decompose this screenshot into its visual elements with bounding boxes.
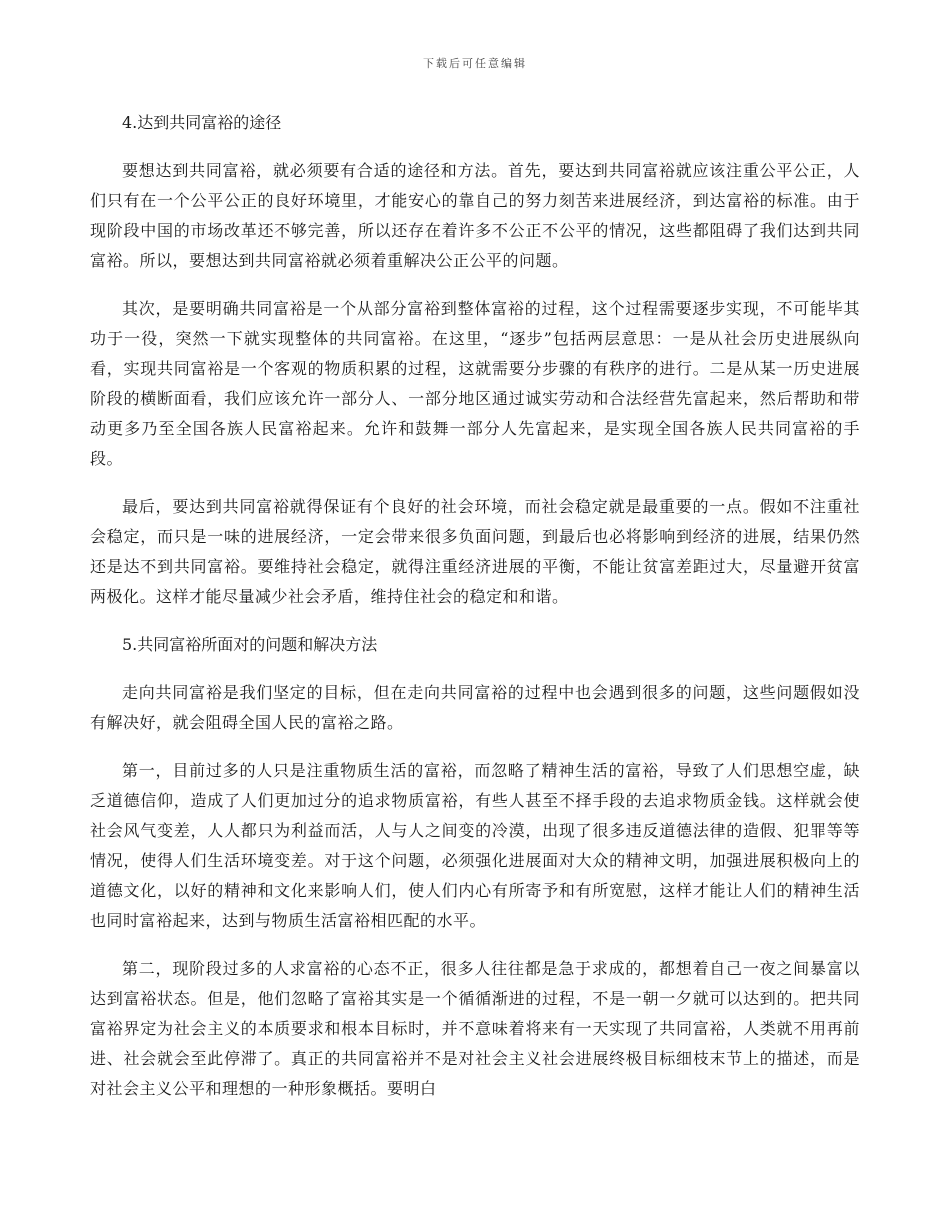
paragraph: 其次，是要明确共同富裕是一个从部分富裕到整体富裕的过程，这个过程需要逐步实现，不可能毕其功于一役，突然一下就实现整体的共同富裕。在这里，“逐步”包括两层意思：一是从社会历史进展纵向看，实现共同富裕是一个客观的物质积累的过程，这就需要分步骤的有秩序的进行。二是从某一历史进展阶段的横断面看，我们应该允许一部分人、一部分地区通过诚实劳动和合法经营先富起来，然后帮助和带动更多乃至全国各族人民富裕起来。允许和鼓舞一部分人先富起来，是实现全国各族人民共同富裕的手段。 bbox=[90, 299, 860, 468]
paragraph: 走向共同富裕是我们坚定的目标，但在走向共同富裕的过程中也会遇到很多的问题，这些问题假如没有解决好，就会阻碍全国人民的富裕之路。 bbox=[90, 683, 860, 732]
section-heading-5: 5.共同富裕所面对的问题和解决方法 bbox=[122, 635, 378, 654]
paragraph: 要想达到共同富裕，就必须要有合适的途径和方法。首先，要达到共同富裕就应该注重公平公正，人们只有在一个公平公正的良好环境里，才能安心的靠自己的努力刻苦来进展经济，到达富裕的标准。由于现阶段中国的市场改革还不够完善，所以还存在着许多不公正不公平的情况，这些都阻碍了我们达到共同富裕。所以，要想达到共同富裕就必须着重解决公正公平的问题。 bbox=[90, 161, 860, 270]
section-heading-4: 4.达到共同富裕的途径 bbox=[122, 113, 282, 132]
paragraph: 最后，要达到共同富裕就得保证有个良好的社会环境，而社会稳定就是最重要的一点。假如不注重社会稳定，而只是一味的进展经济，一定会带来很多负面问题，到最后也必将影响到经济的进展，结果仍然还是达不到共同富裕。要维持社会稳定，就得注重经济进展的平衡，不能让贫富差距过大，尽量避开贫富两极化。这样才能尽量减少社会矛盾，维持住社会的稳定和和谐。 bbox=[90, 497, 860, 606]
page-header: 下载后可任意编辑 bbox=[423, 57, 527, 70]
paragraph: 第一，目前过多的人只是注重物质生活的富裕，而忽略了精神生活的富裕，导致了人们思想空虚，缺乏道德信仰，造成了人们更加过分的追求物质富裕，有些人甚至不择手段的去追求物质金钱。这样就会使社会风气变差，人人都只为利益而活，人与人之间变的冷漠，出现了很多违反道德法律的造假、犯罪等等情况，使得人们生活环境变差。对于这个问题，必须强化进展面对大众的精神文明，加强进展积极向上的道德文化，以好的精神和文化来影响人们，使人们内心有所寄予和有所宽慰，这样才能让人们的精神生活也同时富裕起来，达到与物质生活富裕相匹配的水平。 bbox=[90, 761, 860, 930]
document-body bbox=[90, 108, 860, 1122]
paragraph: 第二，现阶段过多的人求富裕的心态不正，很多人往往都是急于求成的，都想着自己一夜之间暴富以达到富裕状态。但是，他们忽略了富裕其实是一个循循渐进的过程，不是一朝一夕就可以达到的。把共同富裕界定为社会主义的本质要求和根本目标时，并不意味着将来有一天实现了共同富裕，人类就不用再前进、社会就会至此停滞了。真正的共同富裕并不是对社会主义社会进展终极目标细枝末节上的描述，而是对社会主义公平和理想的一种形象概括。要明白 bbox=[90, 959, 860, 1098]
